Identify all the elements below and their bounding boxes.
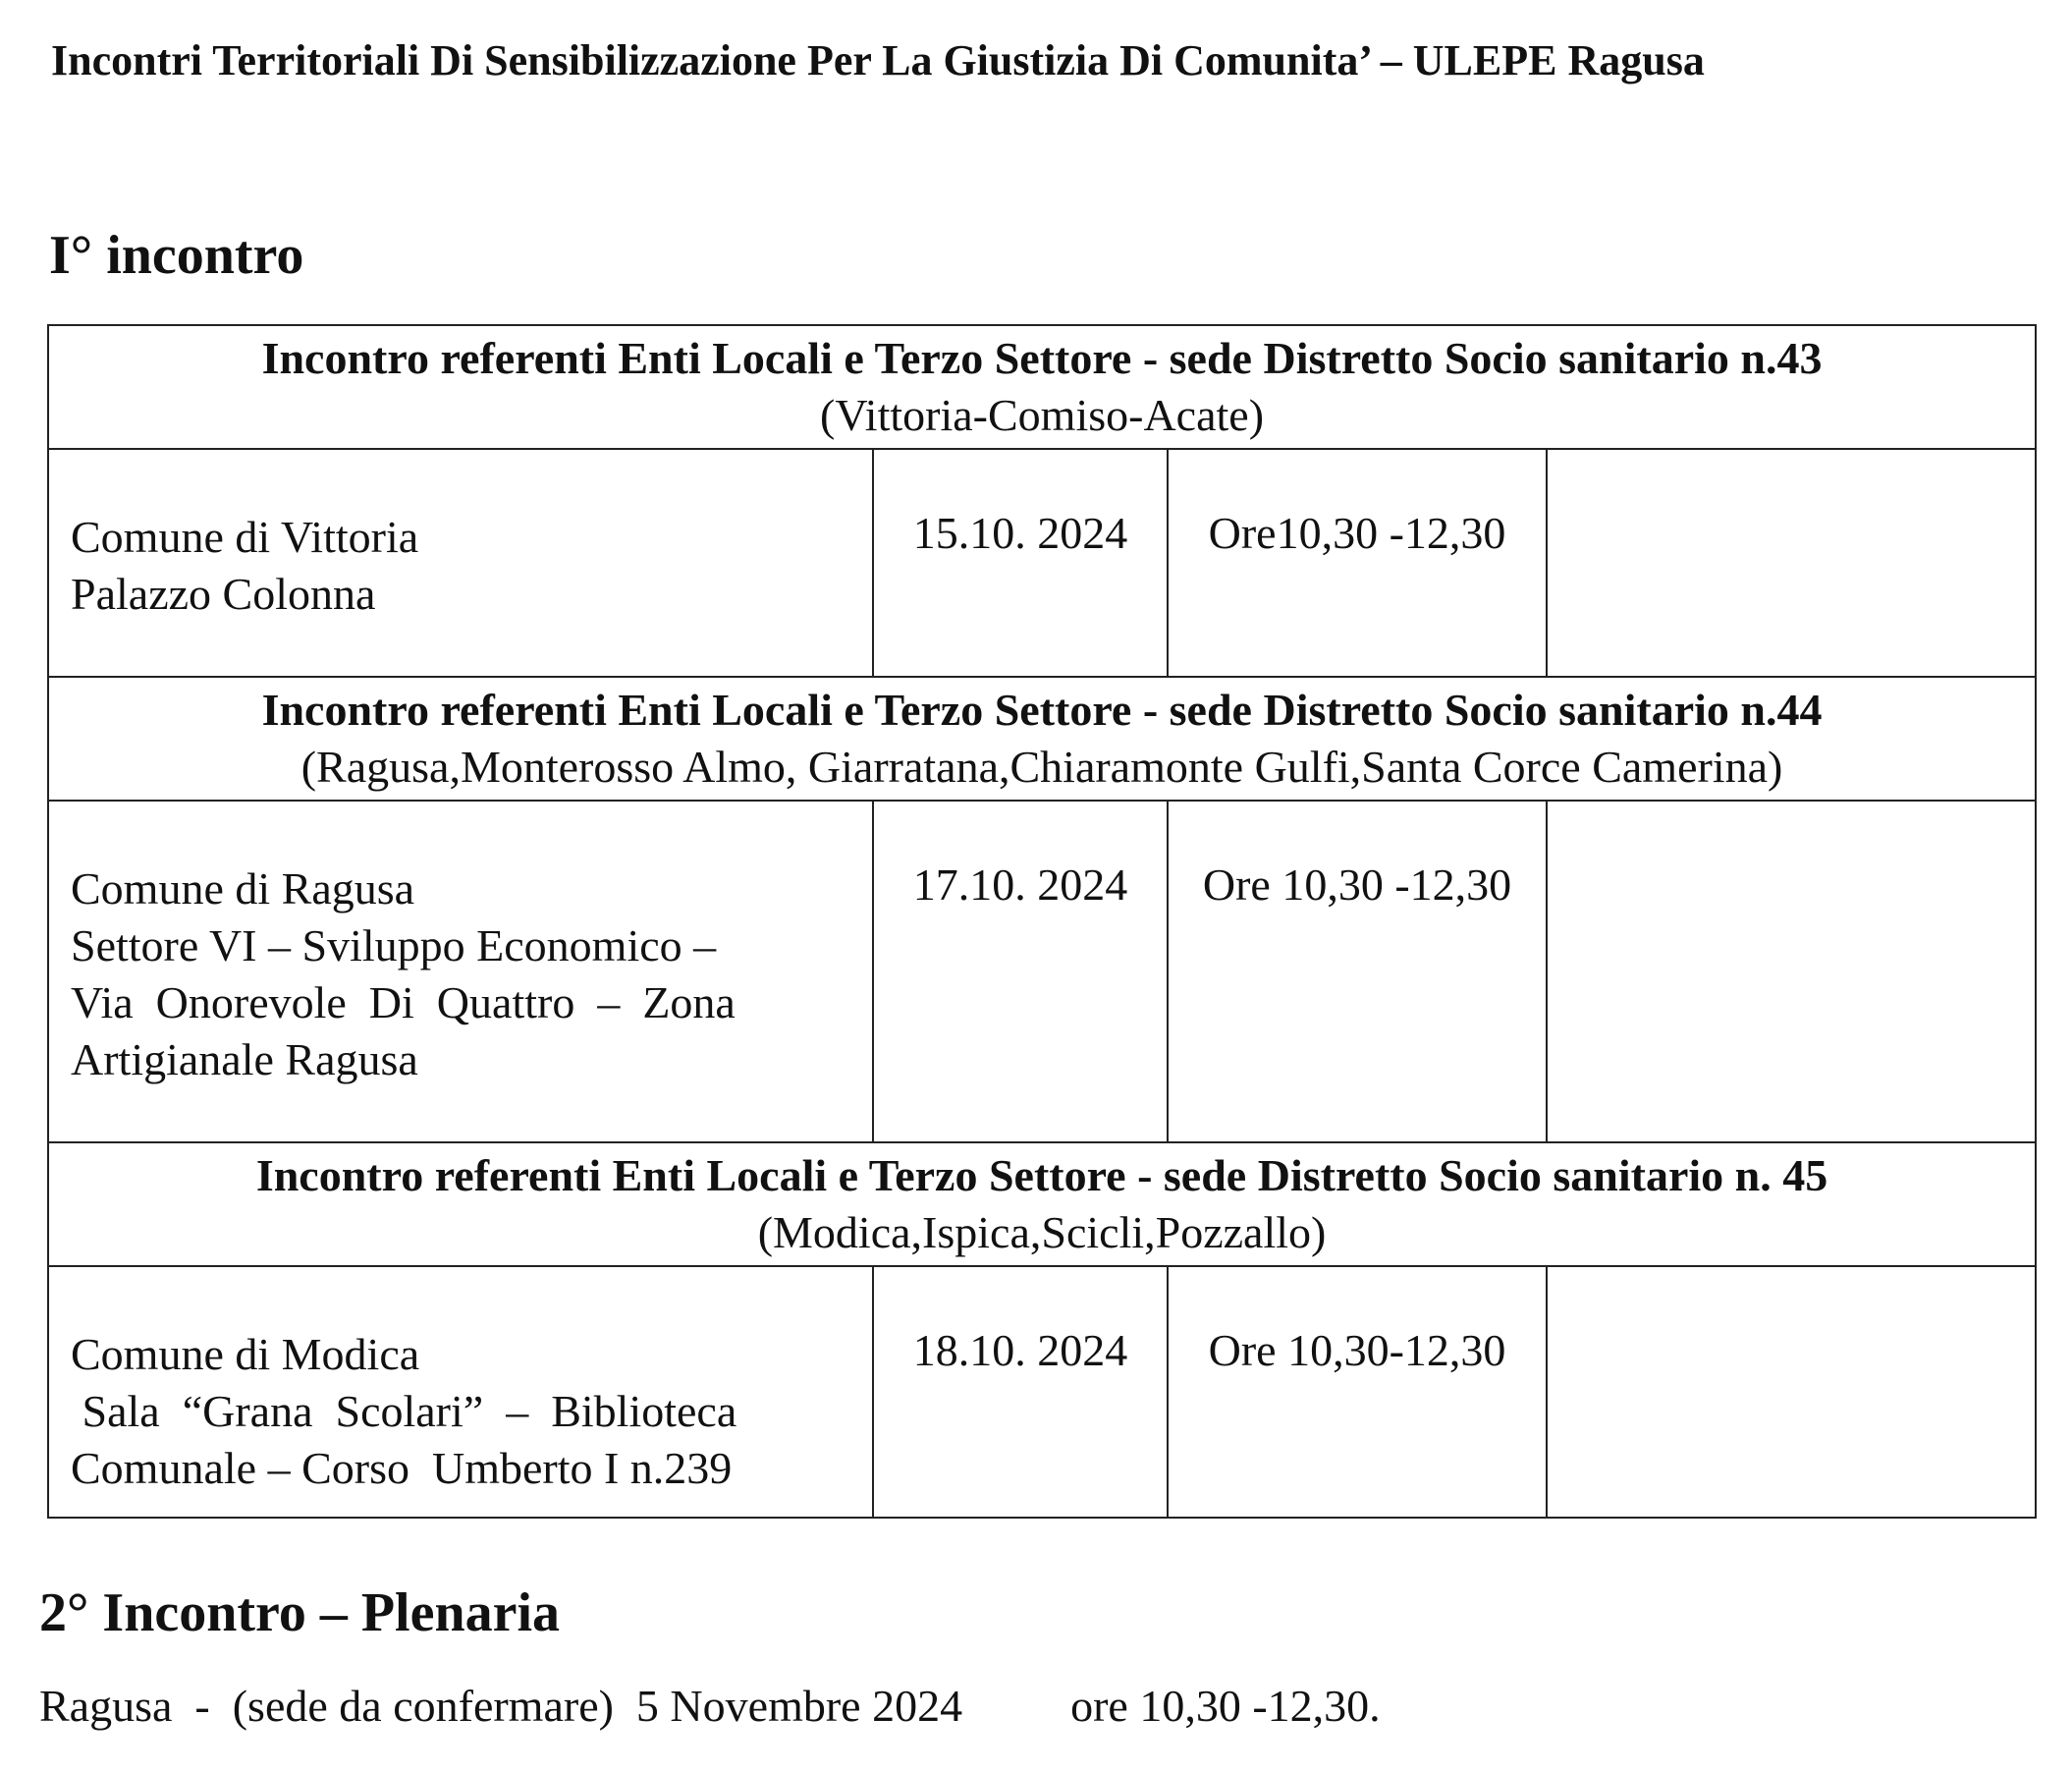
plenary-location: Ragusa - (sede da confermare) 5 Novembre 2024 (39, 1681, 963, 1731)
schedule-table (47, 324, 2037, 1519)
group-header-row (48, 677, 2036, 801)
plenary-info (39, 1680, 1381, 1732)
group-title: Incontro referenti Enti Locali e Terzo Settore - sede Distretto Socio sanitario n. 45 (255, 1150, 1828, 1200)
venue-line: Comune di Ragusa (71, 863, 415, 914)
group-subtitle: (Modica,Ispica,Scicli,Pozzallo) (757, 1207, 1327, 1257)
group-header-row (48, 325, 2036, 449)
time-cell: Ore 10,30-12,30 (1168, 1266, 1547, 1518)
venue-line: Comune di Vittoria (71, 512, 419, 562)
venue-line: Sala “Grana Scolari” – Biblioteca (71, 1386, 737, 1436)
group-header-44 (48, 677, 2036, 801)
date-cell: 15.10. 2024 (873, 449, 1168, 677)
group-title: Incontro referenti Enti Locali e Terzo Settore - sede Distretto Socio sanitario n.43 (261, 333, 1823, 383)
group-header-45 (48, 1142, 2036, 1266)
section-2-heading: 2° Incontro – Plenaria (39, 1582, 561, 1643)
plenary-time: ore 10,30 -12,30. (1070, 1681, 1381, 1731)
venue-line: Settore VI – Sviluppo Economico – (71, 920, 717, 970)
group-subtitle: (Ragusa,Monterosso Almo, Giarratana,Chiaramonte Gulfi,Santa Corce Camerina) (300, 742, 1783, 792)
time-cell: Ore 10,30 -12,30 (1168, 801, 1547, 1142)
notes-cell (1547, 449, 2036, 677)
group-header-row (48, 1142, 2036, 1266)
venue-cell (48, 801, 873, 1142)
notes-cell (1547, 801, 2036, 1142)
venue-line: Via Onorevole Di Quattro – Zona (71, 977, 736, 1027)
group-subtitle: (Vittoria-Comiso-Acate) (820, 390, 1265, 440)
document-title: Incontri Territoriali Di Sensibilizzazione Per La Giustizia Di Comunita’ – ULEPE Ragusa (51, 36, 1705, 84)
group-title: Incontro referenti Enti Locali e Terzo Settore - sede Distretto Socio sanitario n.44 (261, 685, 1823, 735)
venue-line: Palazzo Colonna (71, 569, 376, 619)
group-header-43 (48, 325, 2036, 449)
table-row (48, 801, 2036, 1142)
notes-cell (1547, 1266, 2036, 1518)
table-row (48, 449, 2036, 677)
date-cell: 18.10. 2024 (873, 1266, 1168, 1518)
venue-line: Comunale – Corso Umberto I n.239 (71, 1443, 733, 1493)
venue-cell (48, 1266, 873, 1518)
table-row (48, 1266, 2036, 1518)
date-cell: 17.10. 2024 (873, 801, 1168, 1142)
venue-cell (48, 449, 873, 677)
venue-line: Artigianale Ragusa (71, 1034, 418, 1084)
time-cell: Ore10,30 -12,30 (1168, 449, 1547, 677)
venue-line: Comune di Modica (71, 1329, 420, 1379)
section-1-heading: I° incontro (49, 225, 304, 286)
